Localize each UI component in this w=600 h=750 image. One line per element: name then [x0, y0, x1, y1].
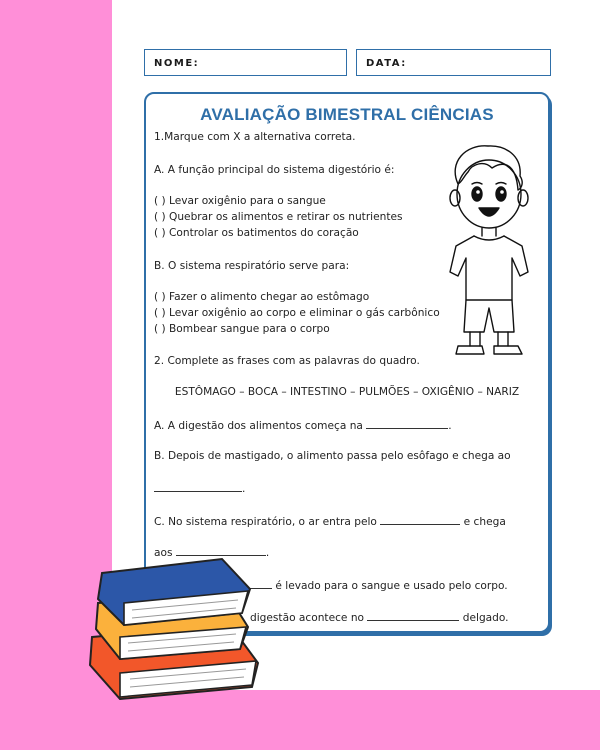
boy-illustration: [444, 142, 534, 366]
q2c-text-1: C. No sistema respiratório, o ar entra pelo: [154, 516, 377, 528]
name-field[interactable]: [144, 49, 347, 76]
q2c-text-2: e chega: [463, 516, 506, 528]
q2b-blank[interactable]: [154, 482, 242, 492]
exam-title: AVALIAÇÃO BIMESTRAL CIÊNCIAS: [200, 105, 494, 124]
q1a-option-1[interactable]: ( ) Levar oxigênio para o sangue: [154, 195, 326, 207]
q1b-option-3[interactable]: ( ) Bombear sangue para o corpo: [154, 323, 330, 335]
q2e-blank[interactable]: [367, 611, 459, 621]
books-stack-illustration: [80, 555, 270, 700]
q2c-period: .: [265, 547, 270, 559]
exam-card: [144, 92, 550, 633]
q2a-sentence: [154, 419, 452, 432]
q2c-sentence: [154, 515, 506, 528]
q2-instruction: 2. Complete as frases com as palavras do quadro.: [154, 355, 420, 367]
q2d-text: é levado para o sangue e usado pelo corpo.: [275, 580, 508, 592]
q2a-text: A. A digestão dos alimentos começa na: [154, 420, 363, 432]
q1a-question: A. A função principal do sistema digestório é:: [154, 164, 395, 176]
q1b-option-2[interactable]: ( ) Levar oxigênio ao corpo e eliminar o gás carbônico: [154, 307, 440, 319]
date-field[interactable]: [356, 49, 551, 76]
q2a-period: .: [448, 420, 452, 432]
q1a-option-2[interactable]: ( ) Quebrar os alimentos e retirar os nutrientes: [154, 211, 403, 223]
q2b-text: B. Depois de mastigado, o alimento passa pelo esôfago e chega ao: [154, 450, 511, 462]
q1b-option-1[interactable]: ( ) Fazer o alimento chegar ao estômago: [154, 291, 370, 303]
q1b-question: B. O sistema respiratório serve para:: [154, 260, 350, 272]
q2e-text-2: delgado.: [462, 612, 509, 624]
q2b-answer: [154, 482, 245, 495]
q2b-period: .: [242, 483, 246, 495]
q2c-blank-1[interactable]: [380, 515, 460, 525]
q2a-blank[interactable]: [366, 419, 448, 429]
q1a-option-3[interactable]: ( ) Controlar os batimentos do coração: [154, 227, 359, 239]
word-bank: ESTÔMAGO – BOCA – INTESTINO – PULMÕES – OXIGÊNIO – NARIZ: [174, 386, 520, 398]
date-label: DATA:: [366, 58, 407, 69]
q2e-sentence: [250, 611, 509, 624]
q2d-sentence: [242, 579, 508, 592]
q2c-text-3: aos: [154, 547, 173, 559]
q2e-text-1: digestão acontece no: [250, 612, 365, 624]
name-label: NOME:: [154, 58, 200, 69]
q1-instruction: 1.Marque com X a alternativa correta.: [154, 131, 356, 143]
